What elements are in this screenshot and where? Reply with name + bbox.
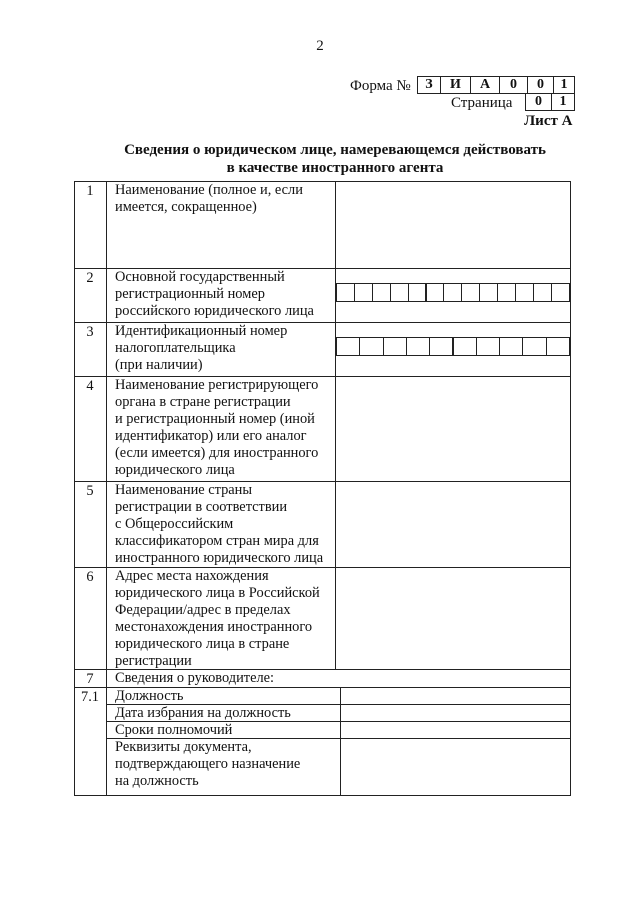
row-label (115, 482, 343, 567)
row-label-line: на должность (115, 773, 199, 789)
row-label (115, 568, 343, 670)
inn-digit-cell[interactable] (406, 337, 430, 356)
row-value-field[interactable] (341, 705, 570, 721)
inn-digit-cell[interactable] (499, 337, 523, 356)
form-code-box-4: 0 (499, 76, 528, 94)
row-label-line: юридического лица (115, 462, 235, 478)
inn-digit-cell[interactable] (522, 337, 546, 356)
row-label-line: классификатором стран мира для (115, 533, 319, 549)
row-value-field[interactable] (341, 722, 570, 738)
table-number-column-divider (106, 181, 107, 795)
ogrn-digit-cell[interactable] (426, 283, 445, 302)
form-code-box-6: 1 (553, 76, 575, 94)
row-label (115, 377, 343, 479)
row-number: 1 (86, 183, 94, 199)
title-line-2: в качестве иностранного агента (226, 160, 444, 176)
row-label-line: (при наличии) (115, 357, 203, 373)
row-label-line: Наименование страны (115, 482, 253, 498)
inn-digit-cell[interactable] (359, 337, 383, 356)
row-value-field[interactable] (336, 568, 570, 669)
row-label-line: юридического лица в Российской (115, 585, 320, 601)
inn-digit-cell[interactable] (453, 337, 477, 356)
ogrn-digit-cell[interactable] (515, 283, 534, 302)
row-number: 7 (86, 671, 94, 687)
sheet-label: Лист А (524, 113, 573, 129)
row-label-line: местонахождения иностранного (115, 619, 313, 635)
ogrn-digit-cell[interactable] (533, 283, 552, 302)
inn-digit-cell[interactable] (383, 337, 407, 356)
form-code-box-3: А (470, 76, 500, 94)
ogrn-digit-cell[interactable] (372, 283, 391, 302)
ogrn-digit-cell[interactable] (461, 283, 480, 302)
row-label-line: Адрес места нахождения (115, 568, 269, 584)
row-number: 4 (86, 378, 94, 394)
row-number: 6 (86, 569, 94, 585)
inn-digit-cell[interactable] (429, 337, 453, 356)
row-label (115, 722, 343, 739)
title-line-1: Сведения о юридическом лице, намеревающемся действовать (124, 142, 546, 158)
row-label-line: и регистрационный номер (иной (115, 411, 315, 427)
row-value-field[interactable] (336, 182, 570, 268)
row-label (115, 739, 343, 790)
row-number: 5 (86, 483, 94, 499)
form-number-label: Форма № (350, 78, 411, 94)
row-label-line: Федерации/адрес в пределах (115, 602, 291, 618)
row-label-line: регистрации в соответствии (115, 499, 288, 515)
ogrn-digit-cell[interactable] (551, 283, 570, 302)
row-value-field[interactable] (336, 377, 570, 481)
row-number: 7.1 (81, 689, 99, 705)
inn-digit-cell[interactable] (546, 337, 570, 356)
form-code-box-2: И (440, 76, 471, 94)
row-number: 2 (86, 270, 94, 286)
row-value-field[interactable] (341, 739, 570, 795)
inn-digit-cell[interactable] (476, 337, 500, 356)
table-bottom-border (74, 795, 571, 796)
page-label: Страница (451, 95, 513, 111)
row-label-line: с Общероссийским (115, 516, 234, 532)
row-label (115, 688, 343, 705)
row-label-line: Основной государственный (115, 269, 285, 285)
row-label-line: (если имеется) для иностранного (115, 445, 319, 461)
row-label-line: Дата избрания на должность (115, 705, 291, 721)
row-label-line: регистрационный номер (115, 286, 265, 302)
row-label-line: Идентификационный номер (115, 323, 288, 339)
row-label-line: имеется, сокращенное) (115, 199, 257, 215)
ogrn-digit-cell[interactable] (479, 283, 498, 302)
row-label-line: Должность (115, 688, 184, 704)
row-label-line: Реквизиты документа, (115, 739, 252, 755)
row-label-line: идентификатор) или его аналог (115, 428, 307, 444)
ogrn-digit-cell[interactable] (390, 283, 409, 302)
row-label-line: Наименование регистрирующего (115, 377, 319, 393)
row-label-line: иностранного юридического лица (115, 550, 324, 566)
document-title (100, 141, 570, 177)
row-label-line: Сведения о руководителе: (115, 670, 275, 686)
row-label-line: налогоплательщика (115, 340, 236, 356)
row-label-line: подтверждающего назначение (115, 756, 301, 772)
row-label (115, 323, 343, 374)
row-label-line: органа в стране регистрации (115, 394, 291, 410)
row-label-line: регистрации (115, 653, 192, 669)
row-label (115, 670, 343, 687)
page-code-box-2: 1 (551, 93, 575, 111)
page-number: 2 (316, 38, 324, 54)
ogrn-digit-cell[interactable] (354, 283, 373, 302)
row-label (115, 269, 343, 320)
row-label (115, 182, 343, 216)
page-code-box-1: 0 (525, 93, 552, 111)
row-label (115, 705, 343, 722)
ogrn-digit-cell[interactable] (497, 283, 516, 302)
form-code-box-5: 0 (527, 76, 554, 94)
row-label-line: российского юридического лица (115, 303, 314, 319)
ogrn-digit-cell[interactable] (443, 283, 462, 302)
row-value-field[interactable] (336, 482, 570, 567)
table-right-border (570, 181, 571, 795)
row-label-line: Сроки полномочий (115, 722, 233, 738)
row-value-field[interactable] (341, 688, 570, 704)
row-label-line: юридического лица в стране (115, 636, 290, 652)
ogrn-digit-cell[interactable] (408, 283, 427, 302)
form-code-box-1: З (417, 76, 441, 94)
row-number: 3 (86, 324, 94, 340)
row-label-line: Наименование (полное и, если (115, 182, 303, 198)
